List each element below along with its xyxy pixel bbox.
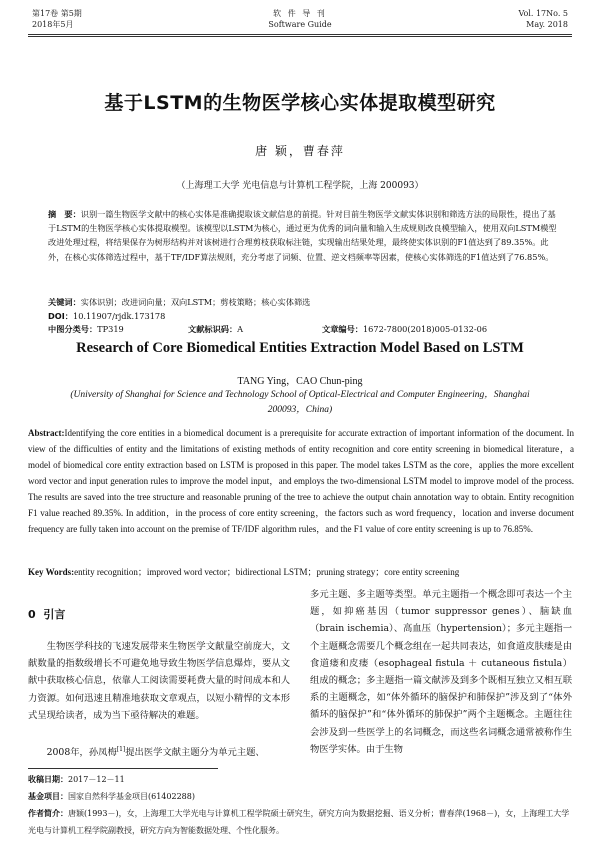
journal-vol-en-header — [518, 8, 568, 30]
keywords-cn — [48, 295, 560, 309]
keywords-cn-text: 实体识别；改进词向量；双向LSTM；剪枝策略；核心实体筛选 — [80, 297, 311, 307]
doc-code-label: 文献标识码： — [188, 324, 238, 334]
received-label: 收稿日期： — [28, 775, 68, 784]
intro-paragraph-right: 多元主题、多主题等类型。单元主题指一个概念即可表达一个主题，如抑癌基因（tumor suppressor genes）、脑缺血（brain ischemia）、高血压（hypertension）；多元主题指一个主题概念需要几个概念组在一起共同表达，如食道皮肤瘘是由食道瘘和皮瘘（esophageal fistula ＋ cutaneous fistula）组成的概念；多主题指一篇文献涉及到多个既相互独立又相互联系的主题概念，如“体外循环的脑保护和肺保护”涉及到了“体外循环的脑保护”和“体外循环的肺保护”两个主题概念。主题往往会涉及到一些医学上的名词概念，而这些名词概念通常被称作生物医学实体。由于生物 — [310, 589, 572, 755]
clc-number — [48, 322, 124, 336]
keywords-en — [28, 564, 574, 580]
abstract-cn — [48, 207, 560, 264]
clc-label: 中图分类号： — [48, 324, 98, 334]
keywords-cn-label: 关键词： — [48, 297, 81, 307]
article-no-label: 文章编号： — [322, 324, 363, 334]
footnote-rule — [28, 768, 218, 769]
section-title: 引言 — [43, 608, 66, 621]
article-number — [322, 322, 487, 336]
abstract-en — [28, 425, 574, 537]
doi-value: 10.11907/rjdk.173178 — [73, 311, 166, 321]
keywords-en-text: entity recognition；improved word vector；bidirectional LSTM；pruning strategy；core entity screening — [74, 567, 460, 577]
publish-date: 2018年5月 — [32, 20, 74, 29]
paper-title-en: Research of Core Biomedical Entities Extraction Model Based on LSTM — [76, 340, 524, 356]
authors-en: TANG Ying，CAO Chun-ping — [237, 376, 363, 387]
abstract-cn-label: 摘 要： — [48, 209, 81, 219]
author-bio — [28, 805, 574, 839]
date-en: May. 2018 — [526, 20, 568, 29]
citation-ref: [1] — [116, 746, 126, 753]
affiliation-en: (University of Shanghai for Science and Technology School of Optical-Electrical and Computer Engineering，Shanghai 200093，China) — [70, 390, 530, 415]
header-rule-thin — [28, 36, 572, 37]
bio-label: 作者简介： — [28, 809, 68, 818]
clc-value: TP319 — [97, 324, 124, 334]
header-rule — [28, 34, 572, 35]
volume-issue: 第17卷 第5期 — [32, 9, 82, 18]
para2-start: 2008年，孙凤梅 — [46, 747, 117, 759]
journal-name-en: Software Guide — [268, 20, 332, 29]
abstract-cn-text: 识别一篇生物医学文献中的核心实体是准确提取该文献信息的前提。针对目前生物医学文献实体识别和筛选方法的局限性，提出了基于LSTM的生物医学核心实体提取模型。该模型以LSTM为核心，通过更为优秀的词向量和输入生成规则改良模型输入，使用双向LSTM模型改进处理过程，将结果保存为树形结构并对该树进行合理剪枝获取标注链，实现输出结果处理，最终使实体识别的F1值达到了89.35%。此外，在核心实体筛选过程中，基于TF/IDF算法规则，充分考虑了词频、位置、逆文档频率等因素，使核心实体筛选的F1值达到了76.85%。 — [48, 209, 557, 262]
abstract-en-label: Abstract: — [28, 428, 65, 438]
abstract-en-text: Identifying the core entities in a biomedical document is a prerequisite for accurate extraction of important information of the document. In view of the difficulties of entity and the limitations of existing methods of entity recognition and core entity screening in biomedical literature，a model of biomedical core entity extraction based on LSTM is proposed in this paper. The model takes LSTM as the core，applies the more excellent word vector and input generation rules to improve the model input，and employs the two-dimensional LSTM model to improve model of the process. The results are saved into the tree structure and reasonable pruning of the tree to achieve the output chain annotation way to obtain. Entity recognition F1 value reached 89.35%. In addition，in the process of core entity screening，the factors such as word frequency，location and inverse document frequency are fully taken into account on the premise of TF/IDF algorithm rules，and the F1 value of core entity screening is up to 76.85%. — [28, 428, 574, 534]
keywords-en-label: Key Words: — [28, 567, 75, 577]
fund-label: 基金项目： — [28, 792, 68, 801]
fund-value: 国家自然科学基金项目(61402288) — [68, 792, 195, 801]
document-code — [188, 322, 243, 336]
journal-name-header — [0, 8, 600, 30]
article-no-value: 1672-7800(2018)005-0132-06 — [362, 324, 488, 334]
received-date — [28, 771, 574, 788]
journal-name-cn: 软 件 导 刊 — [273, 9, 327, 18]
para2-end: 提出医学文献主题分为单元主题、 — [125, 747, 265, 759]
section-number: 0 — [28, 608, 36, 621]
affiliation-cn: （上海理工大学 光电信息与计算机工程学院，上海 200093） — [176, 181, 424, 191]
vol-no-en: Vol. 17No. 5 — [518, 9, 568, 18]
paper-title-cn: 基于LSTM的生物医学核心实体提取模型研究 — [104, 92, 496, 114]
section-heading — [28, 606, 65, 622]
intro-paragraph-2 — [28, 741, 290, 761]
doi-label: DOI： — [48, 311, 73, 321]
doc-code-value: A — [237, 324, 244, 334]
intro-paragraph-1: 生物医学科技的飞速发展带来生物医学文献量空前庞大，文献数量的指数级增长不可避免地导致生物医学信息爆炸，要从文献中获取核心信息，依靠人工阅读需要耗费大量的时间成本和人力资源。如何迅速且精准地获取文章观点，以短小精悍的文本形式呈现给读者，成为当下亟待解决的难题。 — [28, 641, 290, 721]
footnotes — [28, 771, 574, 839]
fund-project — [28, 788, 574, 805]
authors-cn: 唐 颖，曹春萍 — [255, 144, 345, 158]
bio-value: 唐颖(1993－)，女，上海理工大学光电与计算机工程学院硕士研究生，研究方向为数据挖掘、语义分析；曹春萍(1968－)，女，上海理工大学光电与计算机工程学院副教授，研究方向为智能数据处理、个性化服务。 — [28, 809, 570, 835]
doi — [48, 309, 560, 323]
received-value: 2017－12－11 — [68, 775, 125, 784]
